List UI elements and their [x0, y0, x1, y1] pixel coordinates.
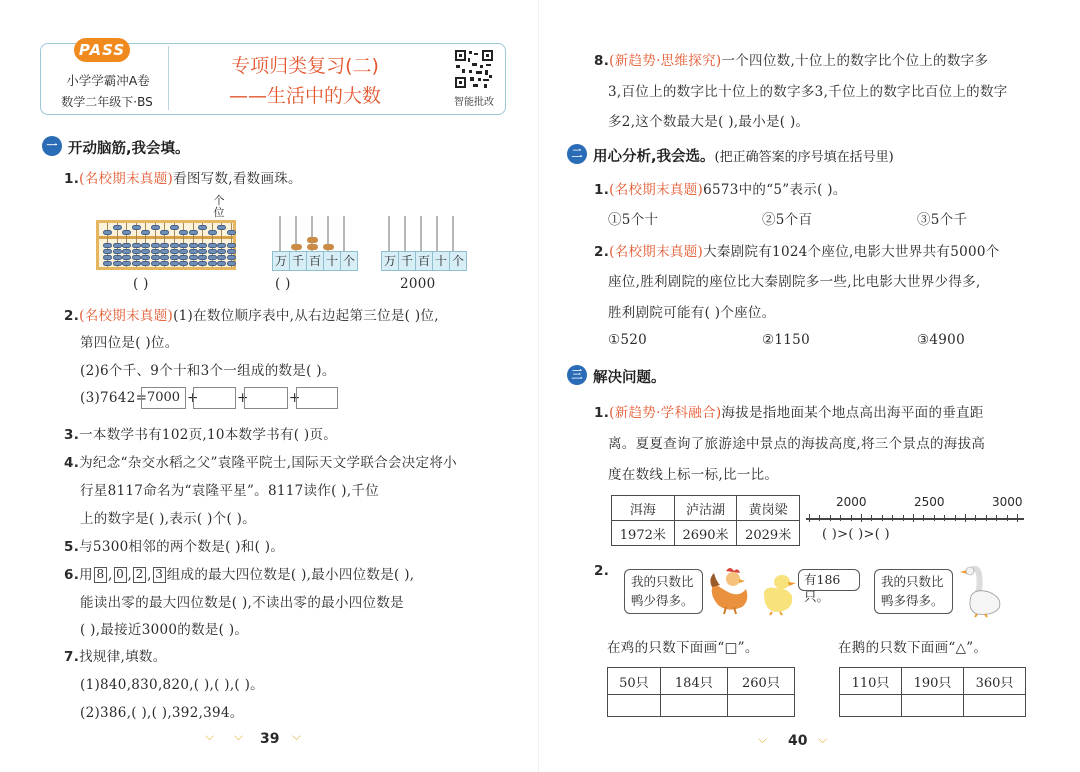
- number-line-tick: [871, 515, 872, 521]
- table-cell: 110只: [840, 668, 902, 695]
- counter-bead: [323, 244, 334, 250]
- option-b[interactable]: ②5个百: [762, 212, 813, 228]
- abacus-bead: [160, 249, 169, 254]
- goose-count-table: [839, 667, 1026, 717]
- section-2-title-text: 用心分析,我会选。: [593, 149, 715, 165]
- number-line-tick: [819, 515, 820, 521]
- abacus-bead: [151, 255, 160, 260]
- number-line-tick: [861, 514, 862, 522]
- number-line-tick: [1007, 515, 1008, 521]
- table-header: 洱海: [612, 496, 675, 521]
- abacus-bead: [189, 249, 198, 254]
- abacus-bead: [170, 249, 179, 254]
- duck-icon: [758, 572, 798, 616]
- number-line-label: 2000: [836, 495, 867, 509]
- abacus-bead: [160, 261, 169, 266]
- question-text: ( ),最接近3000的数是( )。: [80, 622, 249, 638]
- section-2-note: (把正确答案的序号填在括号里): [714, 150, 894, 165]
- table-header: 黄岗梁: [737, 496, 800, 521]
- abacus-bead: [217, 249, 226, 254]
- place-header-ones: 个: [451, 254, 464, 268]
- counter-rod: [343, 216, 345, 252]
- table-row: [612, 496, 800, 521]
- abacus-bead: [227, 243, 236, 248]
- question-1-2: [64, 304, 439, 324]
- abacus-bead: [141, 255, 150, 260]
- number-line-tick: [975, 515, 976, 521]
- question-1-7: [64, 645, 167, 665]
- mark-cell[interactable]: [964, 695, 1026, 717]
- question-1-5: [64, 535, 284, 555]
- question-number: 1.: [64, 171, 80, 187]
- plus-sign: +: [289, 390, 301, 406]
- question-text: 海拔是指地面某个地点高出海平面的垂直距: [721, 405, 984, 421]
- question-number: 8.: [594, 53, 610, 69]
- source-tag: (新趋势·思维探究): [609, 53, 722, 69]
- abacus-bead: [217, 255, 226, 260]
- section-3-badge: 三: [567, 365, 587, 385]
- abacus-bead: [113, 243, 122, 248]
- abacus-bead: [113, 225, 122, 230]
- question-number: 3.: [64, 427, 80, 443]
- abacus-bead: [227, 261, 236, 266]
- mark-cell[interactable]: [660, 695, 727, 717]
- counter-rod: [404, 216, 406, 252]
- abacus-bead: [122, 261, 131, 266]
- abacus-bead: [198, 225, 207, 230]
- table-cell: 190只: [902, 668, 964, 695]
- expansion-box-hundreds[interactable]: [193, 387, 236, 409]
- place-header-thousands: 千: [290, 252, 307, 270]
- abacus-bead: [208, 249, 217, 254]
- abacus-bead: [198, 255, 207, 260]
- question-number: 7.: [64, 649, 80, 665]
- section-1-badge: 一: [42, 136, 62, 156]
- question-text: 度在数线上标一标,比一比。: [608, 467, 779, 483]
- sprout-icon: ⌵: [234, 729, 244, 743]
- abacus-bead: [122, 249, 131, 254]
- number-line-label: 2500: [914, 495, 945, 509]
- question-3-2: [594, 563, 609, 579]
- question-text: 离。夏夏查询了旅游途中景点的海拔高度,将三个景点的海拔高: [608, 436, 986, 452]
- bubble-text: 我的只数比: [631, 574, 694, 589]
- question-number: 2.: [64, 308, 80, 324]
- instruction-goose: 在鹅的只数下面画“△”。: [838, 640, 988, 656]
- bubble-text: 我的只数比: [881, 574, 944, 589]
- abacus-bead: [113, 249, 122, 254]
- goose-icon: [957, 566, 1003, 618]
- question-text: 一本数学书有102页,10本数学书有( )页。: [79, 427, 338, 443]
- table-cell: 50只: [608, 668, 661, 695]
- abacus-bead: [208, 243, 217, 248]
- table-row: [608, 668, 795, 695]
- plus-sign: +: [187, 390, 199, 406]
- place-header-tens: 十: [324, 252, 341, 270]
- source-tag: (新趋势·学科融合): [609, 405, 722, 421]
- answer-blank-abacus[interactable]: ( ): [133, 276, 149, 292]
- abacus-bead: [227, 249, 236, 254]
- question-text: 6573中的“5”表示( )。: [703, 182, 847, 198]
- abacus-bead: [151, 249, 160, 254]
- section-1-title: 开动脑筋,我会填。: [68, 141, 190, 157]
- sprout-icon: ⌵: [205, 729, 215, 743]
- abacus-bead: [103, 255, 112, 260]
- instruction-chicken: 在鸡的只数下面画“□”。: [607, 640, 759, 656]
- counter-rod: [279, 216, 281, 252]
- answer-blank-frame[interactable]: ( ): [275, 276, 291, 292]
- section-2-badge: 二: [567, 144, 587, 164]
- table-row: [840, 668, 1026, 695]
- page-number-left: 39: [260, 731, 280, 747]
- option-a[interactable]: ①520: [608, 332, 648, 348]
- abacus-bead: [198, 249, 207, 254]
- abacus-bead: [132, 255, 141, 260]
- question-number: 5.: [64, 539, 80, 555]
- question-number: 1.: [594, 182, 610, 198]
- number-line-tick: [851, 515, 852, 521]
- counter-rod: [436, 216, 438, 252]
- abacus-bead: [208, 261, 217, 266]
- section-2-title: [593, 145, 894, 166]
- number-line-tick: [830, 515, 831, 521]
- abacus-bead: [227, 255, 236, 260]
- place-header-ten-thousands: 万: [273, 252, 290, 270]
- abacus-bead: [122, 255, 131, 260]
- question-1-6: 6.用 8 , 0 , 2 , 3 组成的最大四位数是( ),最小四位数是( ),: [64, 567, 415, 583]
- number-line-tick: [934, 515, 935, 521]
- expansion-box-tens[interactable]: [244, 387, 288, 409]
- abacus-bead: [113, 261, 122, 266]
- table-cell: 360只: [964, 668, 1026, 695]
- number-line-tick: [1017, 514, 1018, 522]
- abacus-bead: [189, 261, 198, 266]
- abacus-bead: [198, 243, 207, 248]
- abacus-bead: [160, 243, 169, 248]
- book-series: 小学学霸冲A卷: [66, 73, 150, 88]
- abacus-bead: [170, 261, 179, 266]
- place-header-tens: 十: [433, 252, 450, 270]
- place-header-hundreds: 百: [416, 252, 433, 270]
- abacus-place-label: 个位: [213, 194, 225, 219]
- number-line-tick: [944, 515, 945, 521]
- abacus-bead: [189, 230, 198, 235]
- number-line-tick: [923, 515, 924, 521]
- comparison-blanks[interactable]: ( )>( )>( ): [822, 527, 890, 542]
- page-subtitle: ——生活中的大数: [228, 85, 381, 107]
- table-cell: 2029米: [737, 521, 800, 546]
- question-number: 6.: [64, 567, 80, 583]
- place-header-hundreds: 百: [307, 252, 324, 270]
- number-line-tick: [903, 515, 904, 521]
- table-cell: 2690米: [674, 521, 737, 546]
- source-tag: (名校期末真题): [609, 244, 704, 260]
- question-text: 能读出零的最大四位数是( ),不读出零的最小四位数是: [80, 595, 404, 611]
- number-line-tick: [986, 515, 987, 521]
- sprout-icon: ⌵: [818, 732, 828, 746]
- digit-card: 2: [133, 567, 146, 583]
- place-value-row-1: [272, 251, 358, 271]
- question-2-2: [594, 240, 1000, 260]
- source-tag: (名校期末真题): [79, 308, 174, 324]
- place-header-ten-thousands: 万: [382, 252, 399, 270]
- given-number: 2000: [400, 276, 436, 292]
- bubble-text: 鸭多得多。: [881, 593, 944, 608]
- abacus-bead: [151, 225, 160, 230]
- abacus-bead: [170, 255, 179, 260]
- abacus-bead: [179, 249, 188, 254]
- question-text: 用: [79, 567, 93, 583]
- number-line-tick: [965, 514, 966, 522]
- question-number: 2.: [594, 563, 610, 579]
- question-1-3: [64, 423, 337, 443]
- question-text: 多2,这个数最大是( ),最小是( )。: [608, 114, 810, 130]
- table-row: [612, 521, 800, 546]
- question-text: 看图写数,看数画珠。: [173, 171, 302, 187]
- table-row: [840, 695, 1026, 717]
- question-text: 大秦剧院有1024个座位,电影大世界共有5000个: [703, 244, 1000, 260]
- place-header-ones: 个: [342, 254, 355, 268]
- question-text: 第四位是( )位。: [80, 335, 179, 351]
- abacus-bead: [160, 230, 169, 235]
- abacus-bead: [217, 261, 226, 266]
- qr-code-icon[interactable]: [454, 49, 494, 89]
- abacus-bead: [189, 243, 198, 248]
- question-text: 座位,胜利剧院的座位比大秦剧院多一些,比电影大世界少得多,: [608, 274, 981, 290]
- speech-bubble-duck: 有186只。: [798, 569, 860, 591]
- counter-rod: [452, 216, 454, 252]
- abacus-bead: [141, 243, 150, 248]
- number-line-tick: [996, 515, 997, 521]
- abacus-bead: [170, 243, 179, 248]
- abacus-bead: [170, 225, 179, 230]
- abacus-bead: [179, 261, 188, 266]
- header-separator: [168, 46, 169, 110]
- number-line-tick: [913, 514, 914, 522]
- speech-bubble-chicken: [624, 569, 703, 614]
- question-text: (2)386,( ),( ),392,394。: [80, 705, 244, 721]
- question-1-8: [594, 49, 988, 69]
- expansion-box-ones[interactable]: [296, 387, 338, 409]
- abacus-bead: [132, 225, 141, 230]
- pass-logo: PASS: [74, 38, 130, 62]
- table-header: 泸沽湖: [674, 496, 737, 521]
- digit-card: 0: [114, 567, 127, 583]
- source-tag: (名校期末真题): [79, 171, 174, 187]
- question-text: (2)6个千、9个十和3个一组成的数是( )。: [80, 363, 336, 379]
- abacus-bead: [179, 243, 188, 248]
- mark-cell[interactable]: [840, 695, 902, 717]
- abacus-beam: [99, 236, 233, 239]
- abacus-bead: [103, 249, 112, 254]
- table-cell: 260只: [727, 668, 794, 695]
- question-text: 为纪念“杂交水稻之父”袁隆平院士,国际天文学联合会决定将小: [79, 455, 457, 471]
- place-header-thousands: 千: [399, 252, 416, 270]
- question-text: 行星8117命名为“袁隆平星”。8117读作( ),千位: [80, 483, 380, 499]
- abacus-bead: [103, 261, 112, 266]
- abacus-bead: [141, 230, 150, 235]
- book-grade: 数学二年级下·BS: [61, 95, 153, 109]
- digit-card: 8: [94, 567, 107, 583]
- abacus-bead: [189, 255, 198, 260]
- mark-cell[interactable]: [727, 695, 794, 717]
- abacus-bead: [160, 255, 169, 260]
- abacus-bead: [151, 243, 160, 248]
- question-text: (1)在数位顺序表中,从右边起第三位是( )位,: [173, 308, 439, 324]
- rooster-icon: [706, 565, 754, 615]
- option-c[interactable]: ③4900: [917, 332, 965, 348]
- page-number-right: 40: [788, 733, 808, 749]
- question-2-1: [594, 178, 847, 198]
- page-title: 专项归类复习(二): [231, 55, 379, 77]
- abacus-bead: [113, 255, 122, 260]
- mark-cell[interactable]: [608, 695, 661, 717]
- abacus-bead: [151, 261, 160, 266]
- section-3-title: 解决问题。: [593, 370, 666, 386]
- abacus-bead: [132, 249, 141, 254]
- number-line-axis: [806, 518, 1024, 520]
- abacus-bead: [141, 249, 150, 254]
- question-text: 一个四位数,十位上的数字比个位上的数字多: [721, 53, 989, 69]
- qr-label: 智能批改: [454, 97, 494, 108]
- question-number: 2.: [594, 244, 610, 260]
- option-b[interactable]: ②1150: [762, 332, 810, 348]
- abacus-bead: [103, 243, 112, 248]
- number-line-tick: [809, 514, 810, 522]
- expansion-prefix: (3)7642=: [80, 390, 148, 406]
- abacus-bead: [122, 243, 131, 248]
- counter-bead: [307, 244, 318, 250]
- abacus-bead: [103, 230, 112, 235]
- question-1-4: [64, 451, 457, 471]
- number-line-tick: [955, 515, 956, 521]
- question-text: 上的数字是( ),表示( )个( )。: [80, 511, 256, 527]
- sprout-icon: ⌵: [758, 732, 768, 746]
- abacus-bead: [208, 255, 217, 260]
- abacus-bead: [208, 230, 217, 235]
- table-row: [608, 695, 795, 717]
- abacus-bead: [179, 230, 188, 235]
- question-number: 4.: [64, 455, 80, 471]
- source-tag: (名校期末真题): [609, 182, 704, 198]
- plus-sign: +: [237, 390, 249, 406]
- abacus-bead: [179, 255, 188, 260]
- question-text: 3,百位上的数字比十位上的数字多3,千位上的数字比百位上的数字: [608, 84, 1008, 100]
- abacus-bead: [217, 225, 226, 230]
- altitude-table: [611, 495, 800, 546]
- number-line-label: 3000: [992, 495, 1023, 509]
- page-gutter: [538, 0, 539, 772]
- question-3-1: [594, 401, 984, 421]
- abacus-bead: [141, 261, 150, 266]
- abacus-bead: [132, 261, 141, 266]
- question-text: (1)840,830,820,( ),( ),( )。: [80, 677, 264, 693]
- question-text: 找规律,填数。: [79, 649, 167, 665]
- expansion-box-thousands: 7000: [141, 387, 186, 409]
- abacus-bead: [217, 243, 226, 248]
- option-a[interactable]: ①5个十: [608, 212, 659, 228]
- place-value-row-2: [381, 251, 467, 271]
- counter-bead: [307, 237, 318, 243]
- number-line-tick: [892, 515, 893, 521]
- sprout-icon: ⌵: [292, 729, 302, 743]
- counter-rod: [420, 216, 422, 252]
- mark-cell[interactable]: [902, 695, 964, 717]
- question-1-1: [64, 167, 302, 187]
- question-text: 胜利剧院可能有( )个座位。: [608, 305, 776, 321]
- table-cell: 184只: [660, 668, 727, 695]
- chicken-count-table: [607, 667, 795, 717]
- abacus-bead: [198, 261, 207, 266]
- number-line-tick: [882, 515, 883, 521]
- counter-bead: [291, 244, 302, 250]
- question-number: 1.: [594, 405, 610, 421]
- table-cell: 1972米: [612, 521, 675, 546]
- abacus-bead: [227, 230, 236, 235]
- option-c[interactable]: ③5个千: [917, 212, 968, 228]
- counter-rod: [388, 216, 390, 252]
- question-text: 与5300相邻的两个数是( )和( )。: [79, 539, 285, 555]
- abacus-bead: [122, 230, 131, 235]
- question-text: 组成的最大四位数是( ),最小四位数是( ),: [166, 567, 415, 583]
- number-line-tick: [840, 515, 841, 521]
- digit-card: 3: [153, 567, 166, 583]
- abacus-bead: [132, 243, 141, 248]
- speech-bubble-goose: [874, 569, 953, 614]
- bubble-text: 鸭少得多。: [631, 593, 694, 608]
